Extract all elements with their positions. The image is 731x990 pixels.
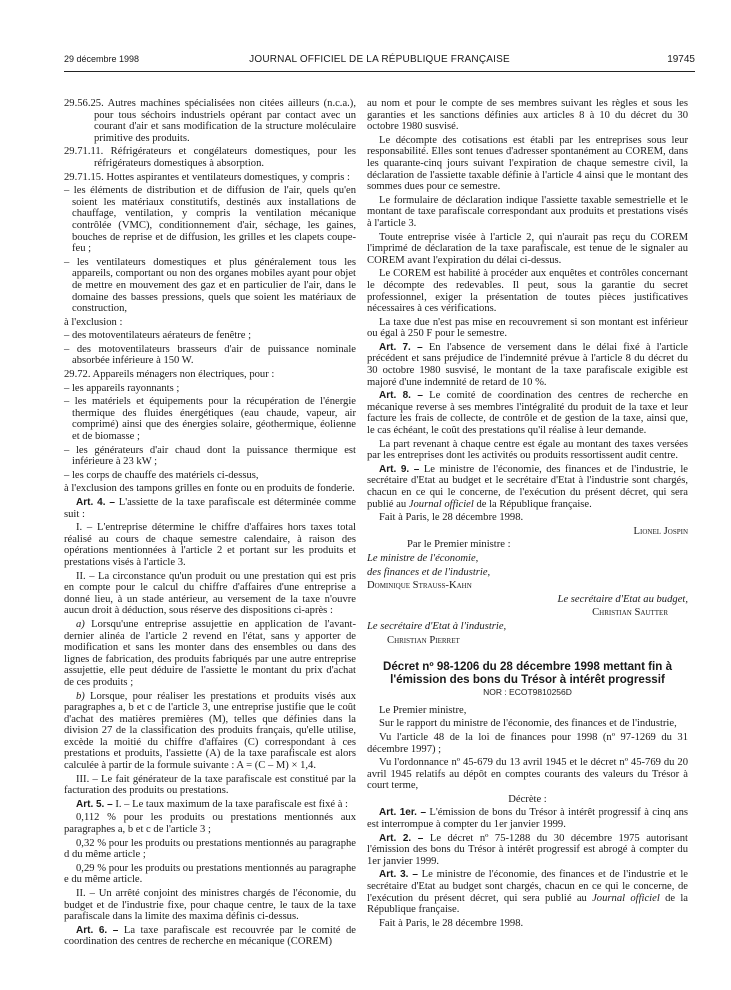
vu-line: Vu l'ordonnance nº 45-679 du 13 avril 1945 et le décret nº 45-769 du 20 avril 1945 relatifs au dépôt en comptes courants des valeurs du Trésor à court terme, [367,757,688,792]
by-prime-minister: Par le Premier ministre : [407,539,511,551]
article-label: Art. 6. – [76,924,119,936]
article-5: Art. 5. – I. – Le taux maximum de la taxe parafiscale est fixé à : [76,798,349,810]
paragraph: Toute entreprise visée à l'article 2, qui n'aurait pas reçu du COREM l'imprimé de déclaration de la taxe parafiscale, est tenue de le signaler au COREM avant l'expiration du délai ci-dessus. [367,231,688,266]
exclusion-heading: à l'exclusion : [64,316,123,328]
paragraph-II: II. – La circonstance qu'un produit ou une prestation qui est pris en compte pour le calcul du chiffre d'affaires d'une entreprise a donné lieu, à un stade antérieur, au versement de la taxe n'ouvre aucun droit à déduction, sous réserve des dispositions ci-après : [64,570,356,617]
code-29-56-25: 29.56.25. Autres machines spécialisées non citées ailleurs (n.c.a.), pour tous séchoirs industriels opérant par contact avec un courant d'air et sans modification de la structure moléculaire primitive des produits. [64,98,356,144]
signature-secretary-industry: Christian Pierret [387,634,460,646]
minister-title: Le ministre de l'économie, [367,552,479,564]
code-29-72: 29.72. Appareils ménagers non électriques, pour : [64,369,275,381]
secretary-industry-title: Le secrétaire d'Etat à l'industrie, [367,620,507,632]
rate-line: 0,112 % pour les produits ou prestations mentionnés aux paragraphes a, b et c de l'article 3 ; [64,812,356,836]
report-line: Sur le rapport du ministre de l'économie, des finances et de l'industrie, [379,718,677,730]
article-4: Art. 4. – L'assiette de la taxe parafiscale est déterminée comme suit : [64,497,356,520]
decree-article-3: Art. 3. – Le ministre de l'économie, des finances et de l'industrie et le secrétaire d'Etat au budget sont chargés, chacun en ce qui le concerne, de l'exécution du présent décret, qui sera publié au Journal officiel de la République française. [367,869,688,916]
done-at-line: Fait à Paris, le 28 décembre 1998. [379,917,524,929]
paragraph: Le décompte des cotisations est établi par les entreprises sous leur responsabilité. Elles sont tenues d'adresser spontanément au COREM, dans les quarante-cinq jours suivant l'expiration de chaque semestre civil, la déclaration de l'assiette taxable définie à l'article 4 ainsi que le montant des sommes dues pour ce semestre. [367,134,688,193]
code-29-71-11: 29.71.11. Réfrigérateurs et congélateurs domestiques, pour les réfrigérateurs domestiques à absorption. [64,146,356,169]
paragraph: La taxe due n'est pas mise en recouvrement si son montant est inférieur ou égal à 250 F pour le semestre. [367,316,688,340]
decrees-heading: Décrète : [508,793,547,805]
list-item: – les appareils rayonnants ; [64,382,180,394]
minister-title: des finances et de l'industrie, [367,566,491,578]
right-column [367,98,688,931]
article-label: Art. 3. – [379,869,418,881]
header-rule [64,71,695,72]
header-date: 29 décembre 1998 [64,54,140,64]
secretary-budget-title: Le secrétaire d'Etat au budget, [557,593,688,605]
code-29-71-15: 29.71.15. Hottes aspirantes et ventilateurs domestiques, y compris : [64,171,350,183]
vu-line: Vu l'article 48 de la loi de finances pour 1998 (nº 97-1269 du 31 décembre 1997) ; [367,731,688,755]
list-item: – les générateurs d'air chaud dont la puissance thermique est inférieure à 23 kW ; [64,444,356,468]
paragraph: Le formulaire de déclaration indique l'assiette taxable semestrielle et le montant de taxe parafiscale correspondant aux produits et prestations visés à l'article 3. [367,194,688,229]
article-7: Art. 7. – En l'absence de versement dans le délai fixé à l'article précédent et sans préjudice de l'indemnité prévue à l'article 8 du décret du 30 octobre 1980 susvisé, le montant de la taxe parafiscale exigible est majoré d'une indemnité de retard de 10 %. [367,341,688,388]
article-5-II: II. – Un arrêté conjoint des ministres chargés de l'économie, du budget et de l'industrie fixe, pour chaque centre, le taux de la taxe parafiscale dans la limite des maxima définis ci-dessus. [64,888,356,923]
article-label: Art. 5. – [76,798,113,810]
decree-article-1: Art. 1er. – L'émission de bons du Trésor à intérêt progressif à cinq ans est interrompue à compter du 1er janvier 1999. [367,807,688,831]
decree-title: Décret nº 98-1206 du 28 décembre 1998 mettant fin à l'émission des bons du Trésor à intérêt progressif [382,660,673,687]
article-9: Art. 9. – Le ministre de l'économie, des finances et de l'industrie, le secrétaire d'Etat au budget et le secrétaire d'Etat à l'industrie sont chargés, chacun en ce qui le concerne, de l'exécution du présent décret, qui sera publié au Journal officiel de la République française. [367,463,688,510]
rate-line: 0,32 % pour les produits ou prestations mentionnés au paragraphe d du même article ; [64,837,356,861]
done-at-line: Fait à Paris, le 28 décembre 1998. [379,512,524,524]
paragraph-I: I. – L'entreprise détermine le chiffre d'affaires hors taxes total réalisé au cours de chaque semestre calendaire, à raison des opérations mentionnées à l'article 2 et portant sur les produits et prestations visés à l'article 3. [64,522,356,568]
article-label: Art. 1er. – [379,807,427,819]
list-item: – les éléments de distribution et de diffusion de l'air, quels qu'en soient les matériaux constitutifs, destinés aux installations de chauffage, ventilation, y compris la ventilation mécanique contrôlée (VMC), conditionnement d'air, séchage, les gaines, bouches de reprise et de diffusion, les grilles et les clapets coupe-feu ; [64,185,356,255]
exclusion-tail: à l'exclusion des tampons grilles en fonte ou en produits de fonderie. [64,483,355,495]
page-number: 19745 [667,54,695,65]
article-6: Art. 6. – La taxe parafiscale est recouvrée par le comité de coordination des centres de recherche en mécanique (COREM) [64,924,357,948]
left-column [64,98,356,950]
article-8: Art. 8. – Le comité de coordination des centres de recherche en mécanique reverse à ses membres l'intégralité du produit de la taxe et leur facture les frais de collecte, de contrôle et de gestion de la taxe, ainsi que, le cas échéant, le coût des prestations qu'il réalise à leur demande. [367,390,688,437]
list-item: – les matériels et équipements pour la récupération de l'énergie thermique des fluides énergétiques (eau chaude, vapeur, air comprimé) ainsi que des énergies solaire, géothermique, éolienne et de biomasse ; [64,396,356,443]
article-label: Art. 7. – [379,341,423,353]
paragraph-b: b) Lorsque, pour réaliser les prestations et produits visés aux paragraphes a, b et c de l'article 3, une entreprise justifie que le coût d'achat des matières premières (M), telles que définies dans la division 27 de la classification des produits français, qu'elle utilise, excède la moitié du chiffre d'affaires (C) correspondant à ces prestations et produits, l'assiette (A) de la taxe parafiscale est alors calculée à partir de la formule suivante : A = (C – M) × 1,4. [64,690,356,772]
article-label: Art. 4. – [76,497,115,508]
list-item: – les corps de chauffe des matériels ci-dessus, [64,469,259,481]
paragraph: au nom et pour le compte de ses membres suivant les règles et sous les garanties et les sanctions définies aux articles 8 à 10 du décret du 30 octobre 1980 susvisé. [367,98,688,133]
paragraph-III: III. – Le fait générateur de la taxe parafiscale est constitué par la facturation des produits ou prestations. [64,773,356,797]
signature-minister: Dominique Strauss-Kahn [367,580,472,592]
list-item: – des motoventilateurs aérateurs de fenêtre ; [64,330,252,342]
list-item: – des motoventilateurs brasseurs d'air de puissance nominale absorbée inférieure à 150 W. [64,343,356,367]
article-label: Art. 9. – [379,463,420,475]
signature-secretary-budget: Christian Sautter [592,607,668,619]
paragraph: La part revenant à chaque centre est égale au montant des taxes versées par les entreprises dont les activités ou produits ressortissent audit centre. [367,438,688,462]
prime-minister-line: Le Premier ministre, [379,704,467,716]
signature-prime-minister: Lionel Jospin [633,525,688,537]
article-label: Art. 2. – [379,832,424,844]
list-item: – les ventilateurs domestiques et plus généralement tous les appareils, comportant ou non des organes mobiles ayant pour objet de mettre en mouvement des gaz et en particulier de l'air, dans le domaine des basses pressions, quels que soient les matériaux de construction, [64,256,356,315]
article-label: Art. 8. – [379,390,423,402]
journal-title: JOURNAL OFFICIEL DE LA RÉPUBLIQUE FRANÇAISE [249,54,510,65]
paragraph: Le COREM est habilité à procéder aux enquêtes et contrôles concernant le décompte des redevables. Il peut, sous la garantie du secret professionnel, exiger la présentation de toutes pièces justificatives nécessaires à ces vérifications. [367,268,688,315]
nor-reference: NOR : ECOT9810256D [483,687,572,698]
decree-article-2: Art. 2. – Le décret nº 75-1288 du 30 décembre 1975 autorisant l'émission des bons du Trésor à intérêt progressif est abrogé à compter du 1er janvier 1999. [367,832,688,867]
page-header [64,54,695,68]
paragraph-a: a) Lorsqu'une entreprise assujettie en application de l'avant-dernier alinéa de l'article 2 revend en l'état, sans y apporter de modification et sans les monter dans des ensembles ou dans des lignes de fabrication, des produits fabriqués par une autre entreprise assujettie, elle peut déduire de l'assiette le montant du prix d'achat de ces produits ; [64,618,356,688]
rate-line: 0,29 % pour les produits ou prestations mentionnés au paragraphe e du même article. [64,862,356,886]
